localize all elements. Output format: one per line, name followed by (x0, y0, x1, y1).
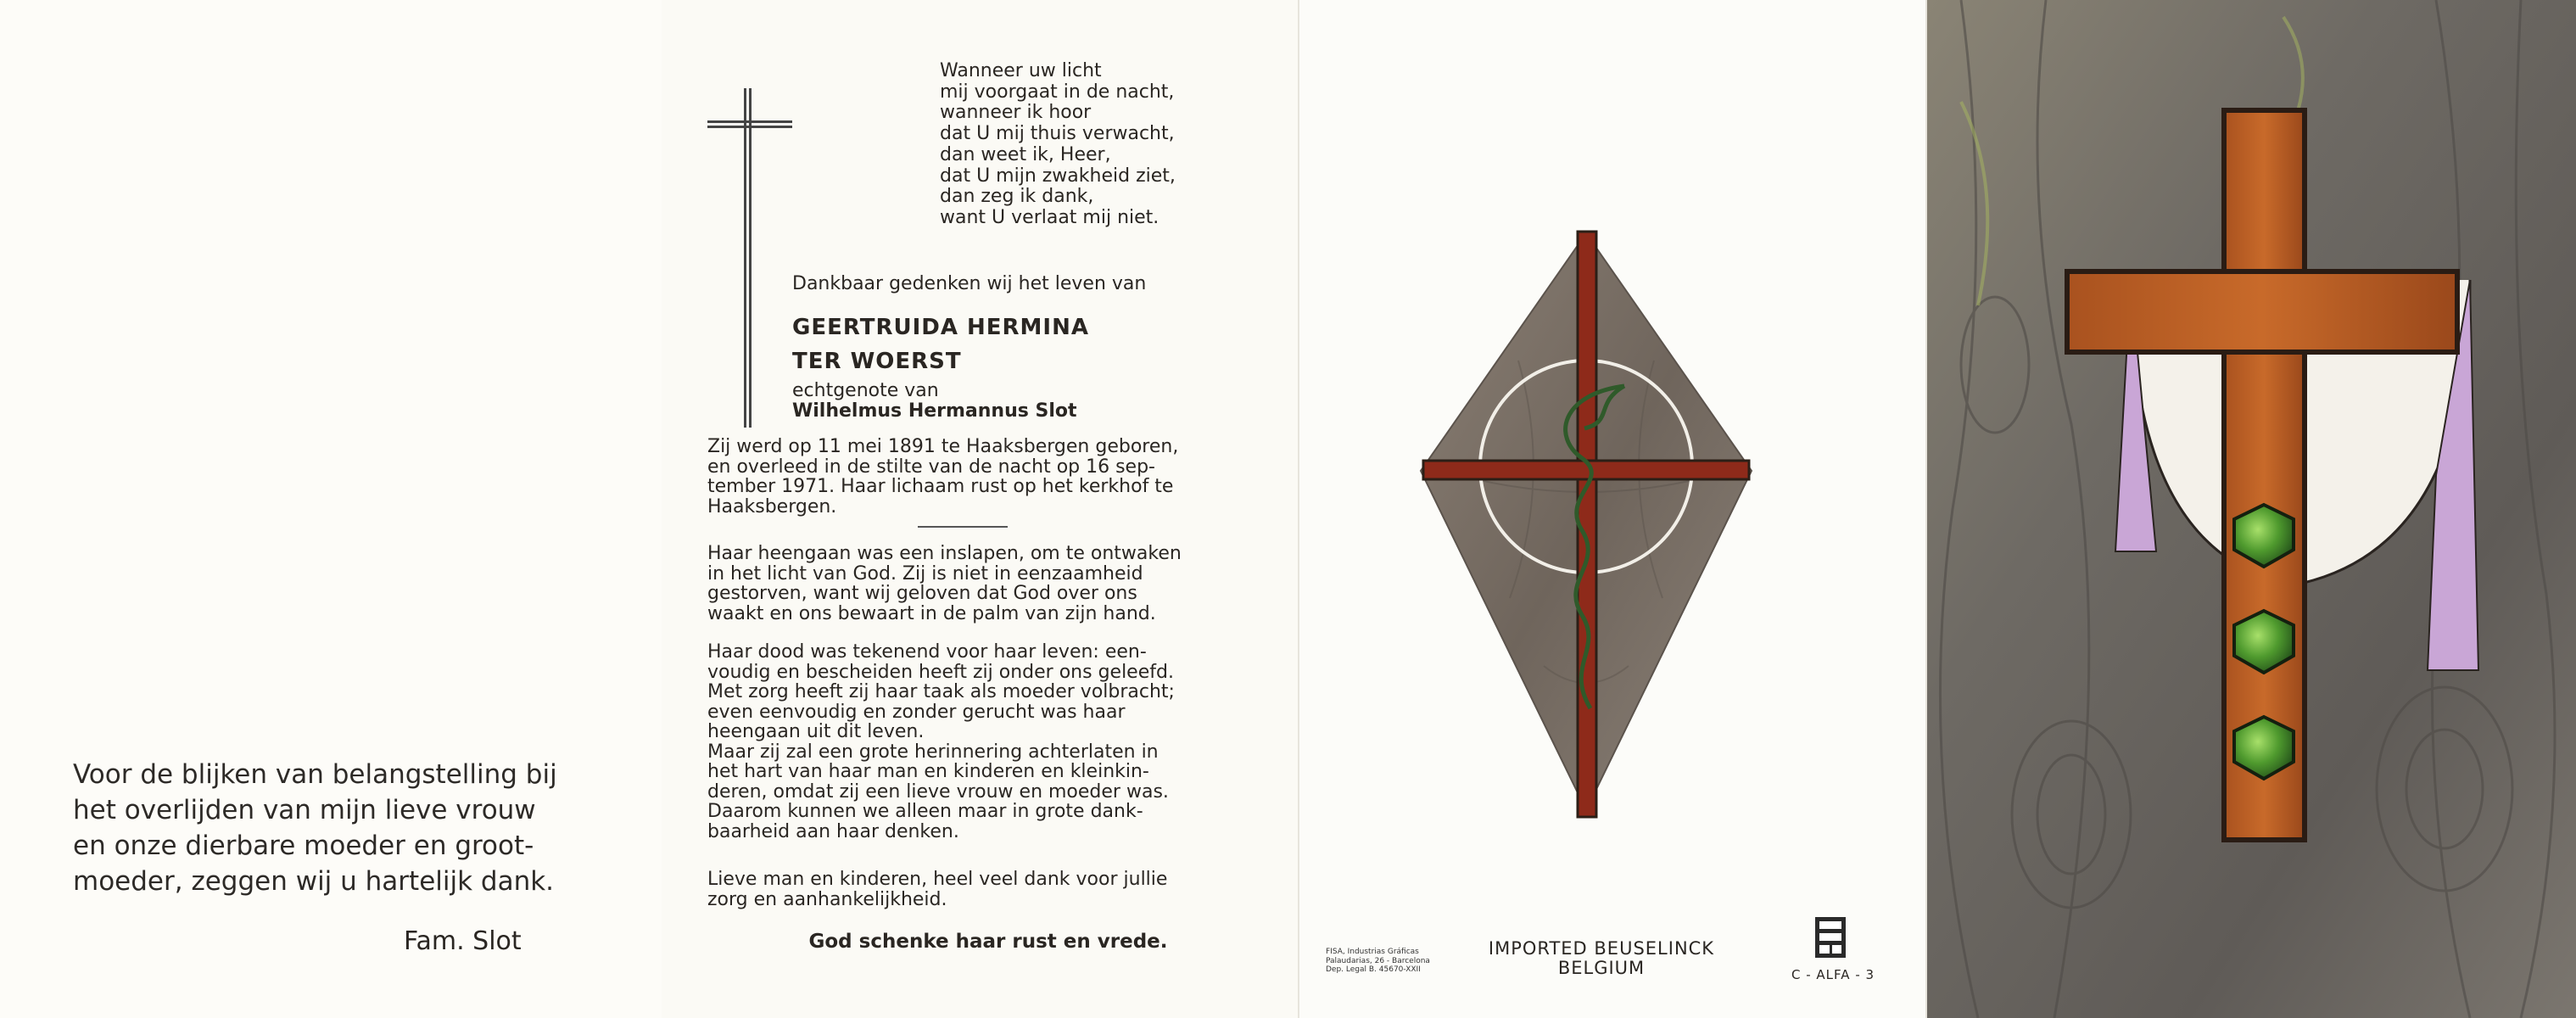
diamond-cross-emblem (1417, 225, 1756, 827)
deceased-name (792, 310, 1089, 378)
paragraph-line: Zij werd op 11 mei 1891 te Haaksbergen geboren, (707, 436, 1179, 457)
thank-you-line: het overlijden van mijn lieve vrouw (73, 795, 536, 825)
imported-line: BELGIUM (1557, 958, 1646, 978)
poem-line: Wanneer uw licht (940, 60, 1102, 81)
poem-line: mij voorgaat in de nacht, (940, 81, 1175, 103)
faith-paragraph (707, 544, 1269, 624)
deceased-name-line: GEERTRUIDA HERMINA (792, 315, 1089, 340)
spouse-name: Wilhelmus Hermannus Slot (792, 400, 1077, 422)
memorial-intro: Dankbaar gedenken wij het leven van (792, 273, 1147, 294)
publisher-info (1326, 948, 1430, 975)
paragraph-line: deren, omdat zij een lieve vrouw en moeder was. (707, 780, 1169, 803)
paragraph-line: Haar heengaan was een inslapen, om te ontwaken (707, 543, 1182, 564)
paragraph-line: Haar dood was tekenend voor haar leven: een- (707, 641, 1147, 663)
paragraph-line: in het licht van God. Zij is niet in eenzaamheid (707, 562, 1143, 585)
life-paragraph (707, 437, 1269, 517)
closing-blessing: God schenke haar rust en vrede. (808, 931, 1168, 953)
imported-label (1470, 939, 1733, 978)
thank-you-text (73, 757, 616, 899)
paragraph-line: waakt en ons bewaart in de palm van zijn hand. (707, 602, 1156, 624)
poem (940, 61, 1176, 229)
poem-line: want U verlaat mij niet. (940, 206, 1159, 228)
thank-you-panel (0, 0, 662, 1018)
separator-line (918, 526, 1008, 528)
spouse-label: echtgenote van (792, 380, 939, 401)
imported-line: IMPORTED BEUSELINCK (1488, 938, 1715, 959)
small-cross-icon (704, 85, 797, 433)
paragraph-line: Lieve man en kinderen, heel veel dank voor jullie (707, 869, 1168, 890)
front-cover-panel (1927, 0, 2576, 1018)
paragraph-line: zorg en aanhankelijkheid. (707, 888, 947, 910)
cross-painting (1927, 0, 2576, 1018)
poem-line: dat U mij thuis verwacht, (940, 123, 1175, 145)
publisher-line: FISA, Industrias Gráficas (1326, 948, 1419, 956)
poem-line: wanneer ik hoor (940, 102, 1092, 124)
publisher-line: Dep. Legal B. 45670-XXII (1326, 965, 1421, 974)
paragraph-line: en overleed in de stilte van de nacht op 16 sep- (707, 456, 1155, 478)
thank-you-line: en onze dierbare moeder en groot- (73, 831, 534, 861)
poem-line: dat U mijn zwakheid ziet, (940, 165, 1176, 187)
paragraph-line: Haaksbergen. (707, 495, 837, 517)
family-signature: Fam. Slot (404, 926, 522, 956)
paragraph-line: het hart van haar man en kinderen en kleinkin- (707, 761, 1149, 782)
thank-you-line: moeder, zeggen wij u hartelijk dank. (73, 866, 555, 897)
paragraph-line: tember 1971. Haar lichaam rust op het kerkhof te (707, 476, 1174, 497)
thank-you-line: Voor de blijken van belangstelling bij (73, 759, 557, 790)
family-paragraph (707, 870, 1269, 909)
paragraph-line: gestorven, want wij geloven dat God over ons (707, 583, 1137, 604)
paragraph-line: Daarom kunnen we alleen maar in grote dank- (707, 801, 1143, 822)
publisher-logo-icon (1813, 915, 1847, 959)
poem-line: dan weet ik, Heer, (940, 143, 1111, 165)
character-paragraph (707, 642, 1269, 842)
paragraph-line: baarheid aan haar denken. (707, 820, 959, 842)
paragraph-line: Maar zij zal een grote herinnering achterlaten in (707, 741, 1159, 763)
paragraph-line: heengaan uit dit leven. (707, 721, 925, 742)
publisher-line: Palaudarias, 26 - Barcelona (1326, 956, 1430, 965)
paragraph-line: voudig en bescheiden heeft zij onder ons geleefd. (707, 661, 1174, 683)
paragraph-line: even eenvoudig en zonder gerucht was haar (707, 701, 1126, 723)
card-code: C - ALFA - 3 (1791, 967, 1875, 982)
paragraph-line: Met zorg heeft zij haar taak als moeder volbracht; (707, 681, 1175, 702)
deceased-name-line: TER WOERST (792, 349, 962, 374)
poem-line: dan zeg ik dank, (940, 186, 1094, 208)
